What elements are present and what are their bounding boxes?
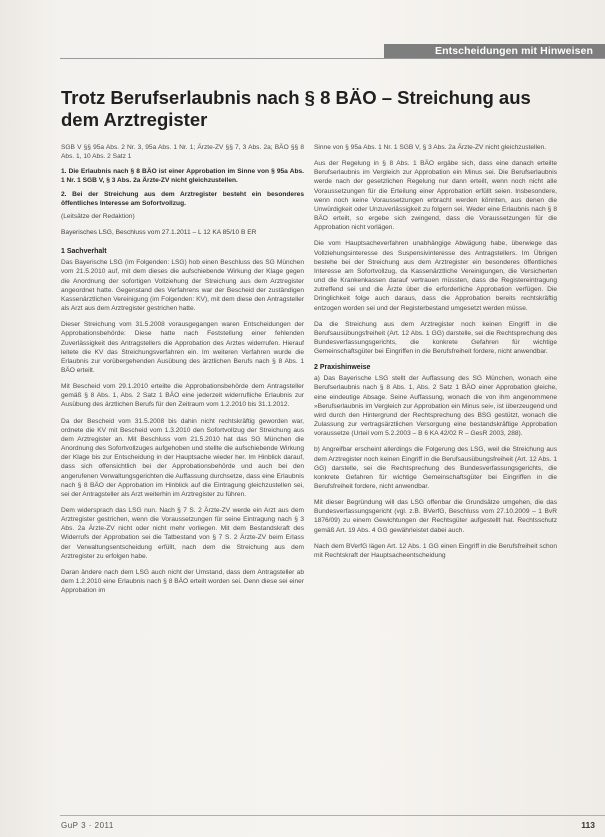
journal-issue: GuP 3 · 2011 (61, 821, 114, 830)
body-paragraph: Die vom Hauptsacheverfahren unabhängige Abwägung habe, überwiege das Vollziehungsinteresse des Suspensivinteresse des Antragstellers. Im Übrigen bestehe bei der Streichung aus dem Arztregister ein besonderes öffentliches Interesse am Sofortvollzug, da Kassenärztliche Vereinigungen, die Versicherten und die Krankenkassen darauf vertrauen müssten, dass die Registereintragung zutreffend sei und die Ärzte über die erforderliche Approbation verfügen. Die Dringlichkeit folge auch daraus, dass die Approbation bereits rechtskräftig entzogen worden sei und der Registerbestand umgesetzt werden müsse. (314, 240, 557, 312)
thesis-1: 1. Die Erlaubnis nach § 8 BÄO ist einer Approbation im Sinne von § 95a Abs. 1 Nr. 1 SGB V, § 3 Abs. 2a Ärzte-ZV nicht gleichzustellen. (61, 168, 304, 185)
left-column (61, 143, 304, 602)
section-banner: Entscheidungen mit Hinweisen (384, 44, 605, 58)
article-title: Trotz Berufserlaubnis nach § 8 BÄO – Streichung aus dem Arztregister (61, 87, 531, 130)
body-paragraph: Aus der Regelung in § 8 Abs. 1 BÄO ergäbe sich, dass eine danach erteilte Berufserlaubnis im Vergleich zur Approbation ein Minus sei. Die Berufserlaubnis werde nach der gesetzlichen Regelung nur dann erteilt, wenn noch nicht alle Voraussetzungen für die Erteilung einer Approbation erfüllt seien. Insbesondere, wenn noch keine Voraussetzungen erbracht werden könnten, aus denen die Unwürdigkeit oder Unzuverlässigkeit zu folgern sei. Weder eine Erlaubnis nach § 8 BÄO erteilt, so ergebe sich zwingend, dass die Voraussetzungen für die Approbation nicht vorlägen. (314, 160, 557, 232)
body-paragraph: Mit dieser Begründung will das LSG offenbar die Grundsätze umgehen, die das Bundesverfassungsgericht (vgl. z.B. BVerfG, Beschluss vom 27.10.2009 – 1 BvR 1876/09) zu einem Gewichtungen der Rechtsgüter aufgestellt hat. Rechtsschutz gemäß Art. 19 Abs. 4 GG gewährleistet dabei auch. (314, 499, 557, 534)
body-paragraph: Da der Bescheid vom 31.5.2008 bis dahin nicht rechtskräftig geworden war, ordnete die KV mit Bescheid vom 1.3.2010 den Sofortvollzug der Streichung aus dem Arztregister an. Mit Beschluss vom 21.5.2010 hat das SG München die Anordnung des Sofortvollzuges aufgehoben und stellte die aufschiebende Wirkung der Klage bis zur Entscheidung in der Hauptsache wieder her. Im Hinblick darauf, dass sich offensichtlich bei der Approbationsbehörde und auch bei den angerufenen Verwaltungsgerichten die Auffassung durchsetze, dass eine Erlaubnis nach § 8 BÄO der Approbation im Hinblick auf die Eintragung gleichzustellen sei, sei der Antragsteller als Arzt weiterhin im Arztregister zu führen. (61, 417, 304, 498)
top-rule (60, 58, 605, 59)
body-paragraph: Da die Streichung aus dem Arztregister noch keinen Eingriff in die Berufsausübungsfreiheit (Art. 12 Abs. 1 GG) darstelle, sei die Rechtsprechung des Bundesverfassungsgerichts, die konkrete Gefahren für wichtige Gemeinschaftsgüter bei Eingriffen in die Berufsfreiheit fordere, nicht anwendbar. (314, 320, 557, 356)
body-paragraph: b) Angreifbar erscheint allerdings die Folgerung des LSG, weil die Streichung aus dem Arztregister noch keinen Eingriff in die Berufsausübungsfreiheit (Art. 12 Abs. 1 GG) darstelle, sei die Rechtsprechung des Bundesverfassungsgerichts, die konkrete Gefahren für wichtige Gemeinschaftsgüter bei Eingriffen in die Berufsfreiheit fordere, nicht anwendbar. (314, 446, 557, 490)
body-paragraph: Dieser Streichung vom 31.5.2008 vorausgegangen waren Entscheidungen der Approbationsbehörde: Diese hatte nach Feststellung einer fehlenden Zuverlässigkeit des Antragstellers die Approbation des Arztes widerrufen. Hierauf leitete die KV das Streichungsverfahren ein. Im weiteren Verfahren wurde die Erlaubnis zur vorübergehenden Ausübung des ärztlichen Berufs nach § 8 Abs. 1 BÄO erteilt. (61, 321, 304, 374)
thesis-2: 2. Bei der Streichung aus dem Arztregister besteht ein besonderes öffentliches Interesse am Sofortvollzug. (61, 190, 304, 207)
heading-sachverhalt: 1 Sachverhalt (61, 248, 107, 256)
bottom-rule (60, 815, 605, 816)
body-paragraph: Nach dem BVerfG lägen Art. 12 Abs. 1 GG einen Eingriff in die Berufsfreiheit schon mit Rechtskraft der Hauptsacheentscheidung (314, 542, 557, 559)
legal-norms: SGB V §§ 95a Abs. 2 Nr. 3, 95a Abs. 1 Nr. 1; Ärzte-ZV §§ 7, 3 Abs. 2a; BÄO §§ 8 Abs. 1, 10 Abs. 2 Satz 1 (61, 144, 304, 161)
body-paragraph: Daran ändere nach dem LSG auch nicht der Umstand, dass dem Antragsteller ab dem 1.2.2010 eine Erlaubnis nach § 8 BÄO erteilt worden sei. Denn diese sei einer Approbation im (61, 568, 304, 595)
heading-praxishinweise: 2 Praxishinweise (314, 364, 371, 372)
body-paragraph: Sinne von § 95a Abs. 1 Nr. 1 SGB V, § 3 Abs. 2a Ärzte-ZV nicht gleichzustellen. (314, 144, 547, 151)
page-number: 113 (581, 820, 595, 830)
body-paragraph: Das Bayerische LSG (im Folgenden: LSG) hob einen Beschluss des SG München vom 21.5.2010 auf, mit dem dieses die aufschiebende Wirkung der Klage gegen die Anordnung der sofortigen Vollziehung der Streichung aus dem Arztregister angeordnet hatte. Gegenstand des Verfahrens war der Bescheid der zuständigen Kassenärztlichen Vereinigung (im Folgenden: KV), mit dem diese den Antragsteller als Arzt aus dem Arztregister gestrichen hatte. (61, 259, 304, 313)
thesis-note: (Leitsätze der Redaktion) (61, 212, 135, 220)
court-citation: Bayerisches LSG, Beschluss vom 27.1.2011 – L 12 KA 85/10 B ER (61, 229, 257, 237)
right-column (314, 143, 557, 567)
body-paragraph: Mit Bescheid vom 29.1.2010 erteilte die Approbationsbehörde dem Antragsteller gemäß § 8 Abs. 1, Abs. 2 Satz 1 BÄO eine jederzeit widerrufliche Erlaubnis zur Ausübung des ärztlichen Berufs für den Zeitraum vom 1.2.2010 bis 31.1.2012. (61, 383, 304, 409)
body-paragraph: Dem widersprach das LSG nun. Nach § 7 S. 2 Ärzte-ZV werde ein Arzt aus dem Arztregister gestrichen, wenn die Voraussetzungen für seine Eintragung nach § 3 Abs. 2a Ärzte-ZV nicht oder nicht mehr vorliegen. Mit dem Bestandskraft des Widerrufs der Approbation sei die Tatbestand von § 7 S. 2 Ärzte-ZV beim Erlass der Verwaltungsentscheidung erfüllt, nach dem die Streichung aus dem Arztregister zu erfolgen habe. (61, 507, 304, 560)
body-paragraph: a) Das Bayerische LSG stellt der Auffassung des SG München, wonach eine Berufserlaubnis nach § 8 Abs. 1, Abs. 2 Satz 1 BÄO einer Approbation gleiche, eine eindeutige Absage. Seine Auffassung, wonach die von ihm angenommene »Berufserlaubnis im Vergleich zur Approbation ein Minus sei«, ist überzeugend und wird durch den Hintergrund der Rechtsprechung des BSG gestützt, wonach die Zulassung zur vertragsärztlichen Versorgung eine bestandskräftige Approbation voraussetze (Urteil vom 5.2.2003 – B 6 KA 42/02 R – GesR 2003, 288). (314, 375, 557, 438)
